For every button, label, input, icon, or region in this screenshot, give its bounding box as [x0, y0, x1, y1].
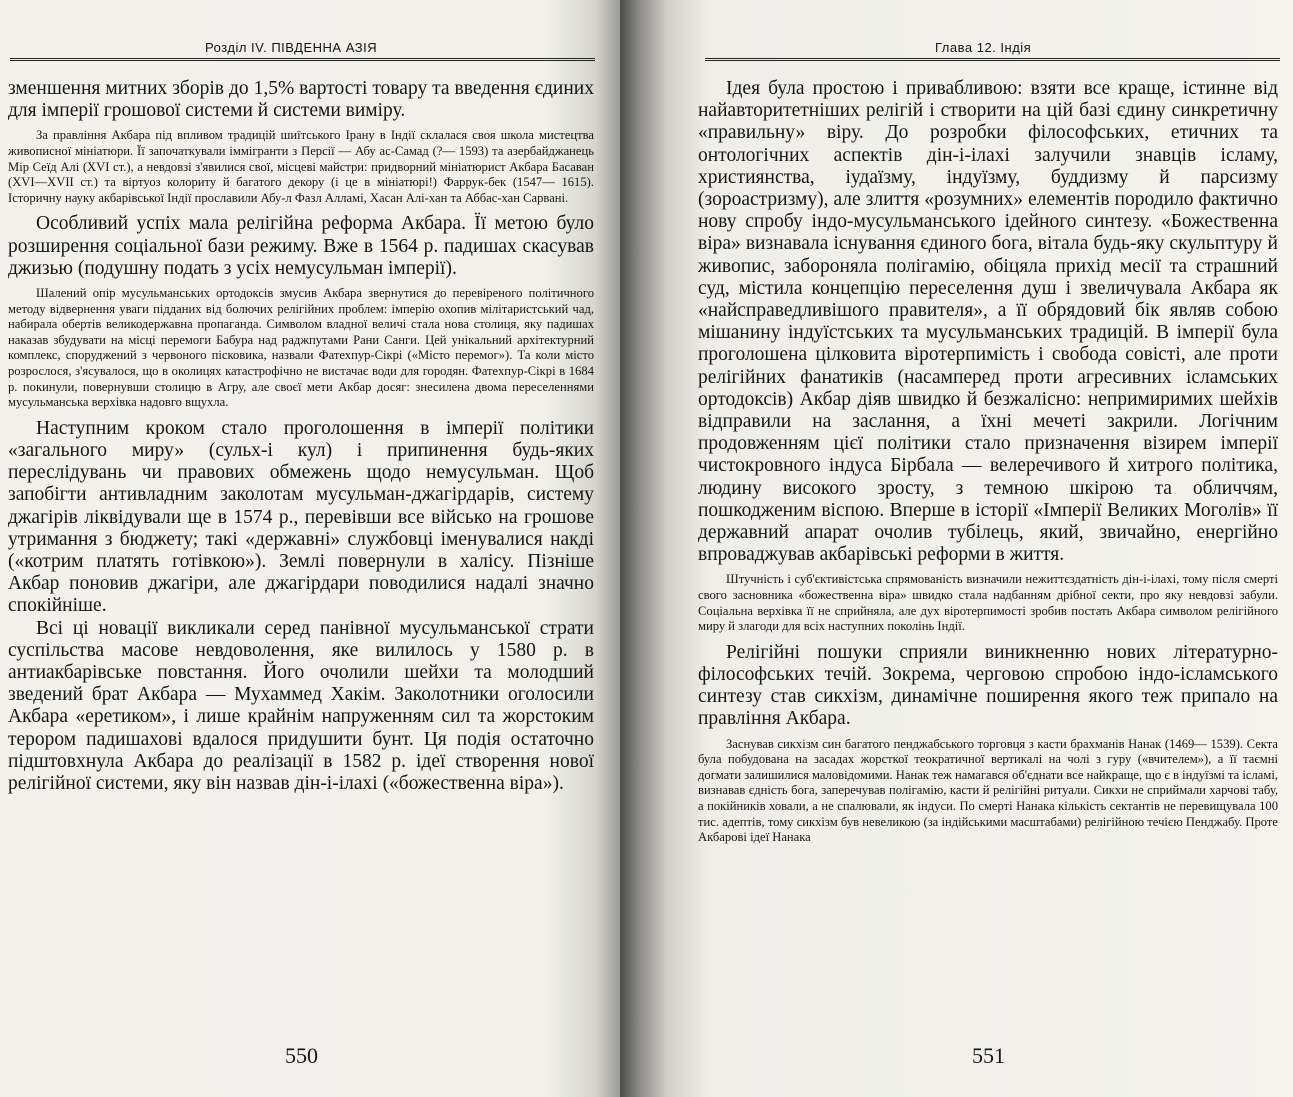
note-paragraph: Заснував сикхізм син багатого пенджабського торговця з касти брахманів Нанак (1469— 1539). Секта була побудована на засадах жорсткої теократичної вертикалі на чолі з гуру («вчителем»), а її таємні догмати залишилися маловідомими. Нанак теж намагався об'єднати все найкраще, що є в індуїзмі та ісламі, визнавав єдність бога, заперечував полігамію, касти й релігійні ритуали. Сикхи не сприймали харчові табу, а покійників ховали, а не спалювали, як індуси. По смерті Нанака кількість сектантів не перевищувала 100 тис. адептів, тому сикхізм був невеликою (за індійськими масштабами) релігійною течією Пенджабу. Проте Акбарові ідеї Нанака — [698, 736, 1278, 845]
note-paragraph: Шалений опір мусульманських ортодоксів змусив Акбара звернутися до перевіреного політичного методу відвернення уваги підданих від болючих релігійних проблем: імперію охопив мілітаристський чад, набирала обертів великодержавна пропаганда. Символом владної величі стала нова столиця, яку падишах наказав збудувати на місці перемоги Бабура над раджпутами Рани Санги. Цей унікальний архітектурний комплекс, споруджений з червоного пісковика, назвали Фатехпур-Сікрі («Місто перемог»). Та коли місто розрослося, з'ясувалося, що в околицях катастрофічно не вистачає води для городян. Фатехпур-Сікрі в 1684 р. покинули, повернувши столицю в Агру, але своєї мети Акбар досяг: знесилена двома переселеннями мусульманська верхівка надовго вщухла. — [8, 285, 594, 410]
right-page — [620, 0, 1293, 1097]
body-paragraph: Наступним кроком стало проголошення в імперії політики «загального миру» (сульх-і кул) і припинення будь-яких переслідувань чи правових обмежень щодо немусульман. Щоб запобігти антивладним заколотам мусульман-джагірдарів, систему джагірів ліквідували ще в 1574 р., перевівши все військо на грошове утримання з бюджету; такі «державні» службовці іменувалися накді («котрим платять готівкою»). Землі повернули в халісу. Пізніше Акбар поновив джагіри, але джагірдари поводилися надалі значно спокійніше. — [8, 417, 594, 617]
body-paragraph: Ідея була простою і привабливою: взяти все краще, істинне від найавторитетніших релігій і створити на цій базі єдину синкретичну «правильну» віру. До розробки філософських, етичних та онтологічних аспектів дін-і-ілахі залучили знавців ісламу, християнства, іудаїзму, індуїзму, буддизму й парсизму (зороастризму), але злиття «розумних» елементів породило фактично нову спробу індо-мусульманського ідейного синтезу. «Божественна віра» визнавала існування єдиного бога, вітала будь-яку скульптуру й живопис, забороняла полігамію, обіцяла прихід месії та страшний суд, містила концепцію переселення душ і звеличувала Акбара як «найсправедливішого правителя», а її обрядовий бік являв собою мішанину індуїстських та мусульманських традицій. В імперії була проголошена цілковита віротерпимість і свобода совісті, але проти релігійних фанатиків (насамперед проти агресивних ісламських ортодоксів) Акбар діяв швидко й безжалісно: непримиримих шейхів відправили на заслання, а їхні мечеті закрили. Логічним продовженням цієї політики стало призначення візирем імперії чистокровного індуса Бірбала — велеречивого й хитрого політика, людину високого зросту, з темною шкірою та обличчям, пошкодженим віспою. Вперше в історії «Імперії Великих Моголів» її державний апарат очолив тубілець, який, звичайно, енергійно впроваджував акбарівські реформи в життя. — [698, 78, 1278, 566]
note-paragraph: За правління Акбара під впливом традицій шиїтського Ірану в Індії склалася своя школа мистецтва живописної мініатюри. Її започаткували іммігранти з Персії — Абу ас-Самад (?— 1593) та азербайджанець Мір Сеїд Алі (XVI ст.), а невдовзі з'явилися свої, місцеві майстри: придворний мініатюрист Акбара Басаван (XVI—XVII ст.) та віртуоз колориту й багатого декору (і це в мініатюрі!) Фаррук-бек (1547— 1615). Історичну науку акбарівської Індії прославили Абу-л Фазл Алламі, Хасан Алі-хан та Аббас-хан Сарвані. — [8, 128, 594, 205]
note-paragraph: Штучність і суб'єктивістська спрямованість визначили нежиттєздатність дін-і-ілахі, тому після смерті свого засновника «божественна віра» швидко стала надбанням дрібної секти, про яку невдовзі забули. Соціальна верхівка її не сприйняла, але дух віротерпимості зробив постать Акбара символом релігійного миру й злагоди для всіх наступних поколінь Індії. — [698, 572, 1278, 634]
left-page — [0, 0, 620, 1097]
page-text — [8, 78, 594, 795]
body-paragraph: зменшення митних зборів до 1,5% вартості товару та введення єдиних для імперії грошової системи й системи виміру. — [8, 78, 594, 122]
body-paragraph: Особливий успіх мала релігійна реформа Акбара. Її метою було розширення соціальної бази режиму. Вже в 1564 р. падишах скасував джизью (подушну подать з усіх немусульман імперії). — [8, 213, 594, 279]
header-rule — [705, 58, 1280, 61]
page-number: 551 — [972, 1043, 1005, 1068]
body-paragraph: Всі ці новації викликали серед панівної мусульманської страти суспільства масове невдоволення, яке вилилось у 1580 р. в антиакбарівське повстання. Його очолили шейхи та молодший зведений брат Акбара — Мухаммед Хакім. Заколотники оголосили Акбара «еретиком», і лише крайнім напруженням сил та жорстоким терором падишахові вдалося придушити бунт. Ця подія остаточно підштовхнула Акбара до реалізації в 1582 р. ідеї створення нової релігійної системи, яку він назвав дін-і-ілахі («божественна віра»). — [8, 617, 594, 794]
page-number: 550 — [285, 1043, 318, 1068]
body-paragraph: Релігійні пошуки сприяли виникненню нових літературно-філософських течій. Зокрема, черговою спробою індо-ісламського синтезу став сикхізм, динамічне поширення якого теж припало на правління Акбара. — [698, 641, 1278, 730]
running-head: Розділ IV. ПІВДЕННА АЗІЯ — [205, 40, 378, 55]
page-text — [698, 78, 1278, 853]
header-rule — [10, 58, 595, 61]
running-head: Глава 12. Індія — [935, 40, 1032, 55]
